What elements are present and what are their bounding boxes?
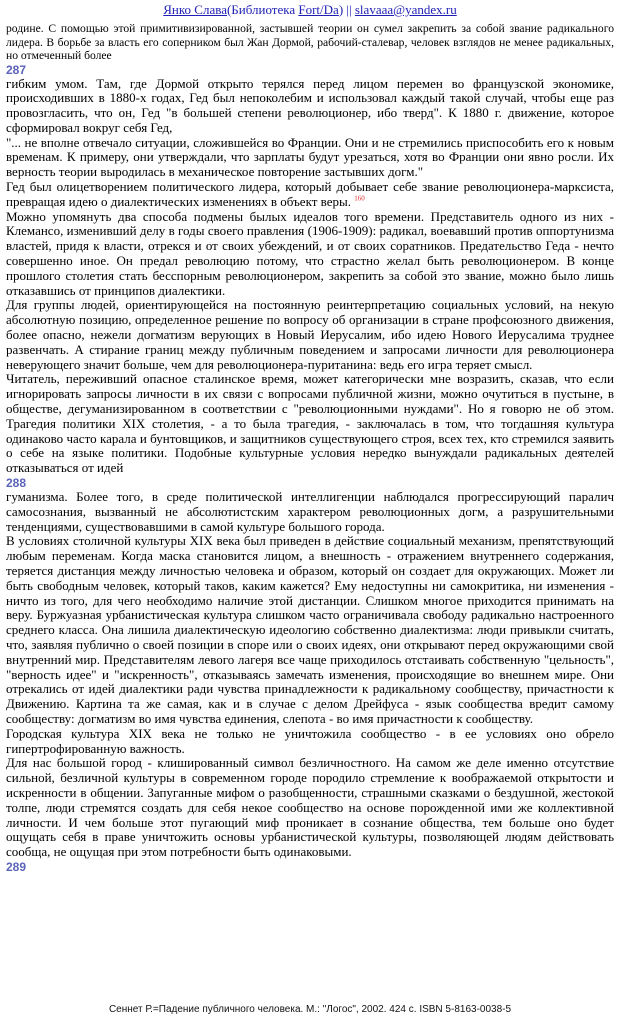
paragraph-10: Для нас большой город - клишированный символ безличностного. На самом же деле именно отсутствие сильной, безличной культуры в современном городе породило стремление к воображаемой открытости и искренности в общении. Запуганные мифом о разобщенности, страшными сказками о бездушной, жестокой толпе, люди стремятся создать для себя некое сообщество на основе порожденной ими же коллективной личности. И чем больше этот пугающий миф проникает в сознание общества, тем больше оно будет ощущать себя в праве уничтожить основы урбанистической культуры, позволяющей людям действовать сообща, не ощущая при этом потребности быть одинаковыми. [6, 755, 614, 860]
paragraph-3 [6, 180, 614, 210]
paragraph-8: В условиях столичной культуры XIX века был приведен в действие социальный механизм, препятствующий любым переменам. Когда маска становится лицом, а внешность - отражением внутреннего содержания, теряется дистанция между личностью человека и образом, который он создает для окружающих. Может ли быть свободным человек, который таков, каким кажется? Ему недоступны ни самокритика, ни изменения - ничто из того, для чего необходимо наличие этой дистанции. Слишком многое приходится принимать на веру. Буржуазная урбанистическая культура слишком часто ограничивала свободу радикально настроенного среднего класса. Она лишила диалектическую идеологию собственно диалектизма: люди привыкли считать, что, заявляя публично о своей позиции в споре или о своих идеях, они открывают перед окружающими свой внутренний мир. Представителям левого лагеря все чаще приходилось отстаивать собственную "цельность", "верность идее" и "искренность", отказываясь замечать изменения, происходящие во внешнем мире. Они отрекались от идей диалектики ради чувства принадлежности к радикальному сообществу, причастности к Движению. Картина та же самая, как и в случае с делом Дрейфуса - язык сообщества вредит самому сообществу: догматизм во имя чувства единения, слепота - во имя причастности к сообществу. [6, 533, 614, 726]
paragraph-3-text: Гед был олицетворением политического лидера, который добывает себе звание революционера-марксиста, превращая идею о диалектических изменениях в объект веры. [6, 179, 614, 209]
page-footer: Сеннет Р.=Падение публичного человека. М.: "Логос", 2002. 424 с. ISBN 5-8163-0038-5 [108, 1004, 512, 1015]
library-prefix: (Библиотека [226, 2, 299, 17]
paragraph-5: Для группы людей, ориентирующейся на постоянную реинтерпретацию социальных условий, на некую абсолютную позицию, определенное решение по вопросу об организации в стране профсоюзного движения, более опасно, нежели догматизм верующих в Новый Иерусалим, ибо идею Нового Иерусалима труднее развенчать. А стирание границ между публичным поведением и запросами личности для революционера неверующего значит больше, чем для революционера-пуританина: ведь его игра теряет смысл. [6, 297, 614, 372]
paragraph-6: Читатель, переживший опасное сталинское время, может категорически мне возразить, сказав, что если игнорировать запросы личности в их связи с вопросами публичной жизни, можно очутиться в пустыне, в обществе, дегуманизированном в соответствии с "революционными нуждами". Но я говорю не об этом. Трагедия политики XIX столетия, - а то была трагедия, - заключалась в том, что тогдашняя культура одинаково часто карала и бунтовщиков, и защитников существующего строя, всех тех, кто стремился заявить о себе на языке политики. Подобные культурные условия нередко вынуждали радикальных деятелей отказываться от идей [6, 371, 614, 476]
library-suffix: ) || [338, 2, 355, 17]
email-link[interactable]: slavaaa@yandex.ru [354, 2, 457, 17]
page-header [0, 2, 620, 17]
paragraph-9: Городская культура XIX века не только не уничтожила сообщество - в ее условиях оно обрело гипертрофированную важность. [6, 725, 614, 756]
page-number-289: 289 [6, 859, 27, 874]
paragraph-4: Можно упомянуть два способа подмены былых идеалов того времени. Представитель одного из них - Клемансо, изменивший делу в годы своего правления (1906-1909): радикал, воевавший против оппортунизма властей, придя к власти, отрекся и от своих убеждений, и от своих соратников. Предательство Геда - нечто совершенно иное. Он предал революцию потому, что страстно желал быть революционером. В конце прошлого столетия стать бесспорным революционером, закрепить за собой это звание, можно было лишь отказавшись от принципов диалектики. [6, 208, 614, 298]
paragraph-7: гуманизма. Более того, в среде политической интеллигенции наблюдался прогрессирующий паралич самосознания, вызванный не абсолютистским характером революционных догм, а разрушительными тенденциями, существовавшими в самой культуре большого города. [6, 489, 614, 534]
document-body [6, 22, 614, 874]
page-number-288: 288 [6, 476, 27, 491]
library-link[interactable]: Fort/Da [298, 2, 339, 17]
footnote-160[interactable]: 160 [354, 194, 365, 203]
paragraph-1: гибким умом. Там, где Дормой открыто терялся перед лицом перемен во французской экономике, происходивших в 1880-х годах, Гед был непоколебим и использовал каждый такой случай, чтобы еще раз провозгласить, что он, Гед "в большей степени революционер, ибо тверд". К 1880 г. движение, которое сформировал вокруг себя Гед, [6, 75, 614, 135]
page-number-287: 287 [6, 62, 27, 77]
author-link[interactable]: Янко Слава [163, 2, 227, 17]
lead-paragraph: родине. С помощью этой примитивизированной, застывшей теории он сумел закрепить за собой звание радикального лидера. В борьбе за власть его соперником был Жан Дормой, рабочий-сталевар, человек взглядов не менее радикальных, но отмеченный более [6, 22, 614, 62]
quote-paragraph: "... не вполне отвечало ситуации, сложившейся во Франции. Они и не стремились приспособить его к новым временам. К примеру, они утверждали, что зарплаты будут урезаться, хотя во Франции они явно росли. Их верность теории выродилась в механическое повторение застывших догм." [6, 134, 614, 180]
